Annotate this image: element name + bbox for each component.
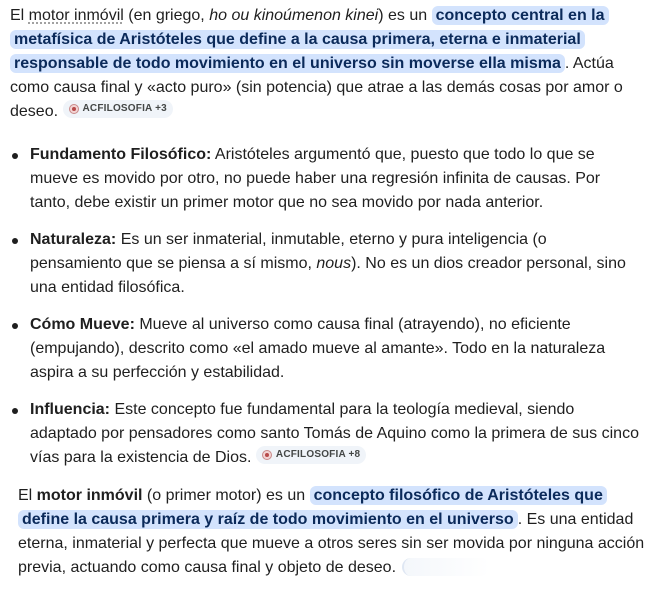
highlighted-definition[interactable]: concepto central en la metafísica de Aristóteles que define a la causa primera, eterna e inmaterial responsable de todo movimiento en el universo sin moverse ella misma [10,6,609,73]
intro-paragraph [10,4,650,124]
list-item [0,143,640,215]
summary-text: . Es una entidad eterna, inmaterial y perfecta que mueve a otros seres sin ser movida por ninguna acción previa, actuando como causa final y objeto de deseo. [18,511,645,576]
motor-inmovil-link[interactable]: motor inmóvil [28,7,124,24]
intro-text: . Actúa como causa final y «acto puro» (sin potencia) que atrae a las demás cosas por amor o deseo. [10,55,623,120]
list-item-text: ). No es un dios creador personal, sino una entidad filosófica. [30,255,626,296]
source-chip-acfilosofia[interactable] [63,100,173,118]
list-item [0,313,640,385]
key-points-list [0,143,640,483]
list-item-text: Este concepto fue fundamental para la teología medieval, siendo adaptado por pensadores como santo Tomás de Aquino como la primera de sus cinco vías para la existencia de Dios. [30,401,639,466]
summary-bold-term: motor inmóvil [36,487,143,504]
greek-term: ho ou kinoúmenon kinei [209,7,379,24]
source-favicon-icon [69,104,79,114]
source-chip-placeholder[interactable] [402,558,490,576]
list-item-title: Naturaleza: [30,231,117,248]
list-item-title: Cómo Mueve: [30,316,135,333]
intro-text: (en griego, [123,7,210,24]
source-chip-label: ACFILOSOFIA +3 [82,103,167,114]
summary-paragraph [18,484,654,580]
summary-text: El [18,487,37,504]
intro-text: El [10,7,29,24]
source-chip-acfilosofia[interactable] [256,446,366,464]
list-item-text: Mueve al universo como causa final (atrayendo), no eficiente (empujando), descrito como «el amado mueve al amante». Todo en la naturaleza aspira a su perfección y estabilidad. [30,316,606,381]
list-item [0,398,640,470]
summary-text: (o primer motor) es un [142,487,310,504]
list-item-title: Fundamento Filosófico: [30,146,212,163]
list-item-text: Es un ser inmaterial, inmutable, eterno y pura inteligencia (o pensamiento que se piensa a sí mismo, [30,231,547,272]
highlighted-definition[interactable]: concepto filosófico de Aristóteles que define la causa primera y raíz de todo movimiento en el universo [18,486,607,529]
source-favicon-icon [262,450,272,460]
list-item-text: Aristóteles argumentó que, puesto que todo lo que se mueve es movido por otro, no puede haber una regresión infinita de causas. Por tanto, debe existir un primer motor que no sea movido por nada anterior. [30,146,601,211]
list-item [0,228,640,300]
intro-text: ) es un [378,7,432,24]
italic-term: nous [316,255,352,272]
list-item-title: Influencia: [30,401,111,418]
source-chip-label: ACFILOSOFIA +8 [275,449,361,460]
